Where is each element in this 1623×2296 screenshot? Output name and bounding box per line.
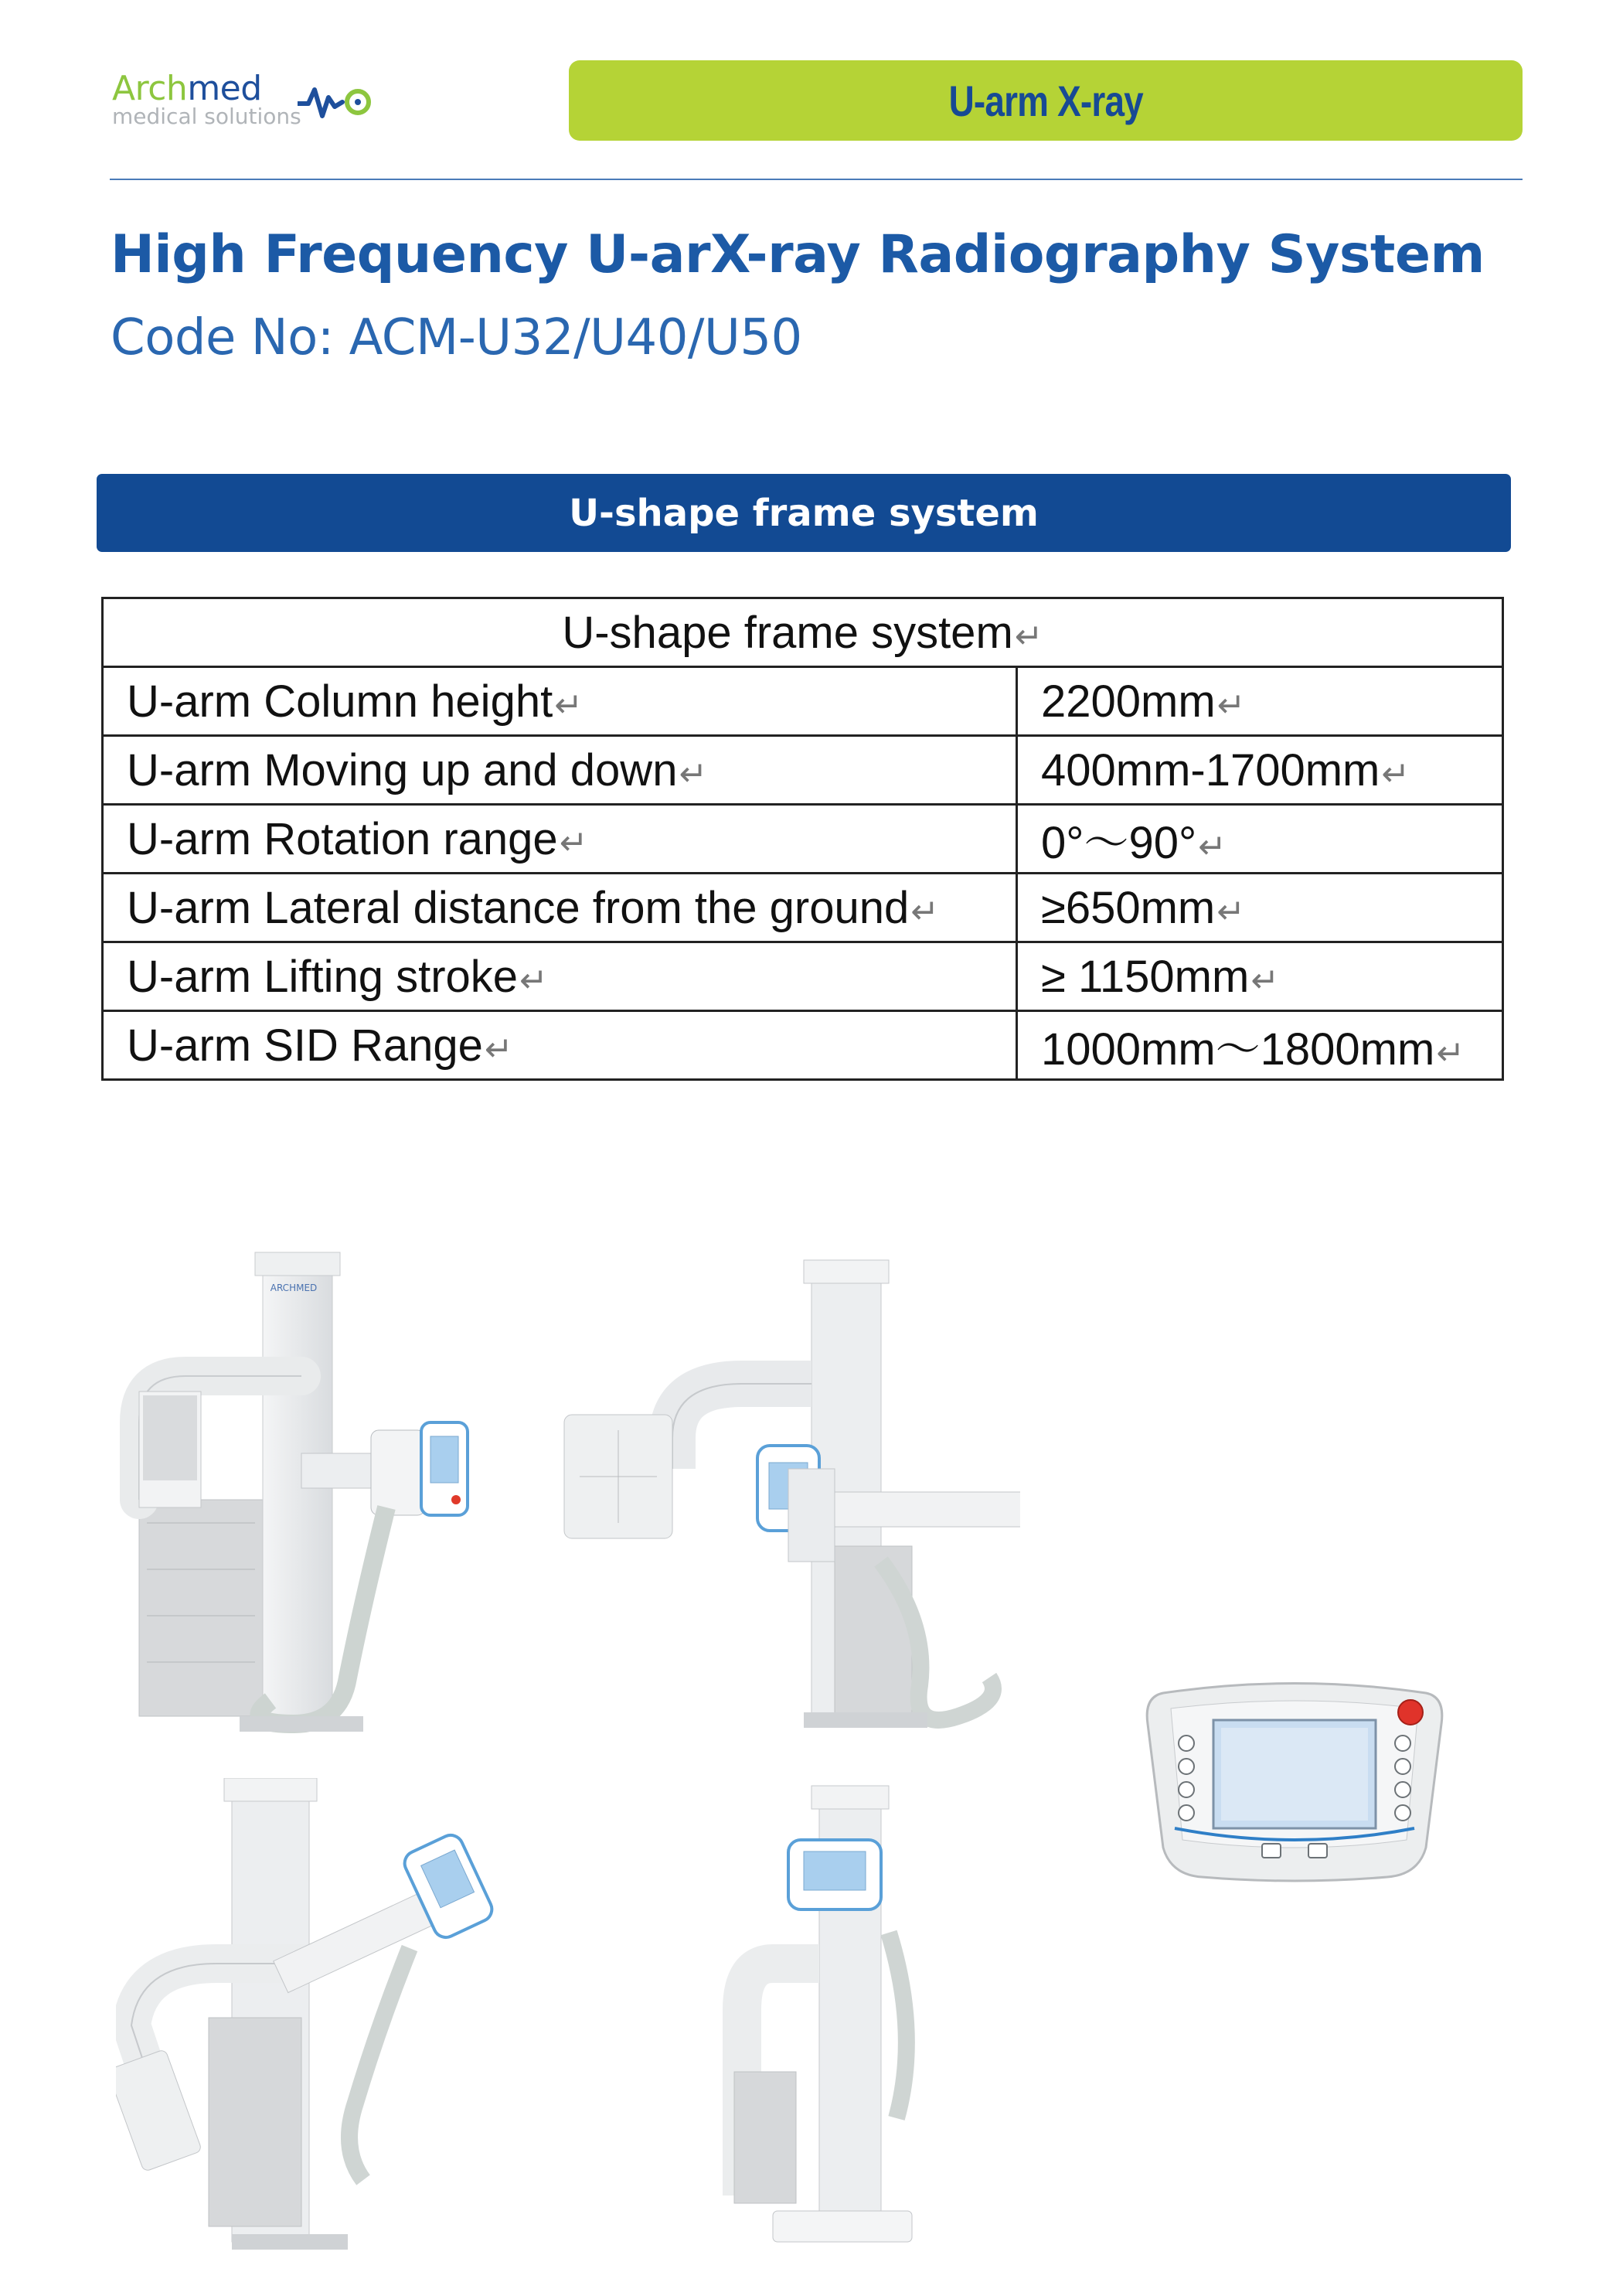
product-code: Code No: ACM-U32/U40/U50 xyxy=(111,309,802,366)
logo-tagline: medical solutions xyxy=(112,104,301,129)
table-header-row xyxy=(103,598,1503,667)
category-header xyxy=(569,60,1523,141)
uarm-photo-3 xyxy=(116,1778,526,2257)
section-header xyxy=(97,474,1511,552)
table-row: U-arm Moving up and down↵ 400mm-1700mm↵ xyxy=(103,736,1503,805)
category-label: U-arm X-ray xyxy=(948,76,1143,125)
page-title: High Frequency U-arX-ray Radiography System xyxy=(111,224,1485,285)
table-row: U-arm Rotation range↵ 0°～90°↵ xyxy=(103,805,1503,874)
table-row: U-arm SID Range↵ 1000mm～1800mm↵ xyxy=(103,1011,1503,1080)
table-row: U-arm Lifting stroke↵ ≥ 1150mm↵ xyxy=(103,942,1503,1011)
table-row: U-arm Column height↵ 2200mm↵ xyxy=(103,667,1503,736)
archmed-logo xyxy=(112,71,375,133)
logo-wordmark: Archmed xyxy=(112,69,262,108)
header-divider xyxy=(110,179,1523,180)
device-brand: ARCHMED xyxy=(270,1283,318,1293)
section-title: U-shape frame system xyxy=(569,491,1039,535)
control-panel-photo xyxy=(1140,1678,1449,1886)
table-title-cell: U-shape frame system↵ xyxy=(103,598,1503,667)
uarm-photo-1 xyxy=(116,1245,526,1739)
uarm-photo-2 xyxy=(556,1252,1020,1739)
spec-table xyxy=(101,597,1504,1081)
heartbeat-icon xyxy=(298,79,383,125)
table-row: U-arm Lateral distance from the ground↵ ≥650mm↵ xyxy=(103,874,1503,942)
uarm-photo-4 xyxy=(711,1778,958,2257)
